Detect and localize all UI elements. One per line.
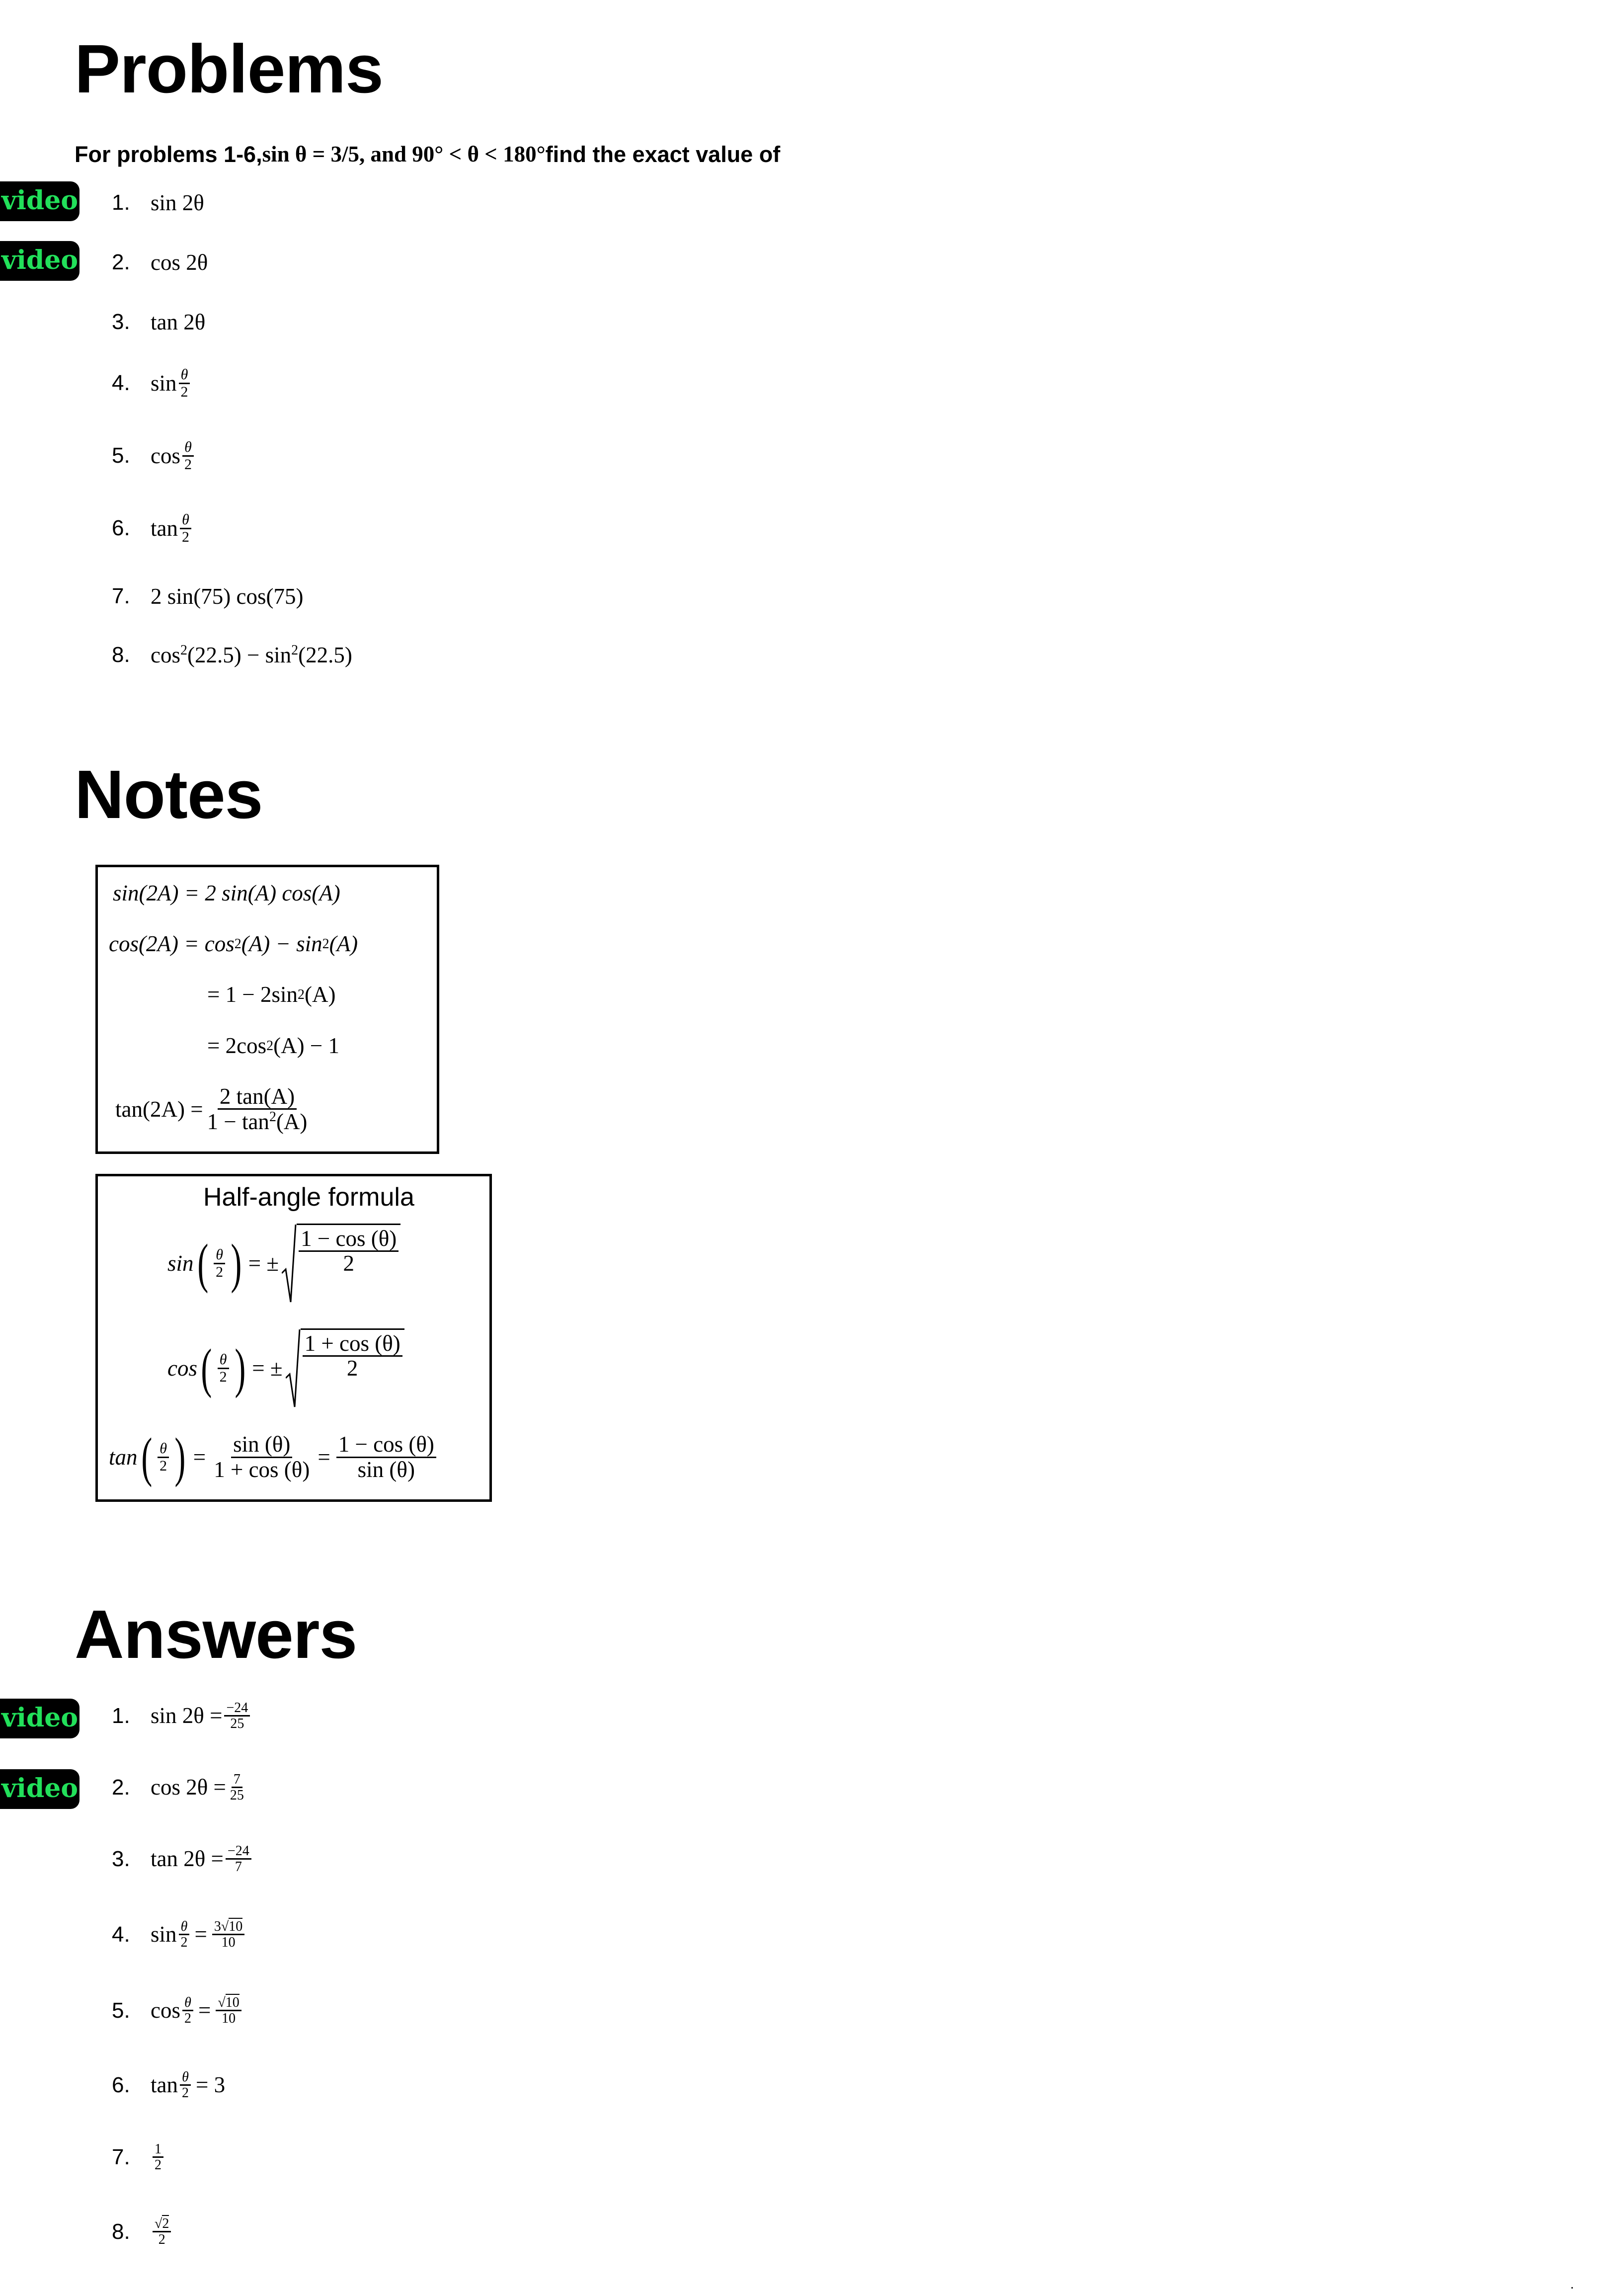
video-button-problem-2[interactable]: video (0, 241, 80, 281)
problem-item: 4. sin $\frac{\theta}{2}$ (112, 367, 192, 400)
problem-item: 1. sin 2θ (112, 190, 204, 215)
answer-item: 5. cos $\frac{\theta}{2}$ = $\frac{√10}{10}$ (112, 1995, 243, 2026)
answer-item: 8. $\frac{√2}{2}$ (112, 2216, 173, 2247)
double-angle-box (95, 865, 439, 1154)
answer-item: 1. sin 2θ = $\frac{-24}{25}$ (112, 1701, 252, 1731)
answer-item: 2. cos 2θ = $\frac{7}{25}$ (112, 1772, 244, 1804)
video-button-problem-1[interactable]: video (0, 181, 80, 221)
cos-double-alt-1: = 1 − 2sin 2 (A) (207, 982, 336, 1007)
problem-item: 8. $\cos^2(22.5) - \sin^2(22.5)$ (112, 643, 352, 667)
cos-double-alt-2: = 2cos 2 (A) − 1 (207, 1033, 339, 1058)
tan-half-formula: tan ( $\frac{\theta}{2}$ ) = $\frac{\sin (\theta)}{1 + \cos (\theta)}$ = $\frac{1 - \cos (\theta)}{\sin (\theta)}$ (109, 1430, 438, 1484)
problems-heading: Problems (75, 31, 383, 107)
cos-double-formula: cos(2A) = cos 2 (A) − sin 2 (A) (109, 931, 358, 956)
answers-heading: Answers (75, 1596, 357, 1673)
sin-double-formula: sin(2A) = 2 sin(A) cos(A) (113, 881, 340, 905)
answer-item: 3. tan 2θ = $\frac{-24}{7}$ (112, 1844, 253, 1875)
problem-item: 5. cos $\frac{\theta}{2}$ (112, 439, 196, 472)
problem-item: 3. tan 2θ (112, 309, 206, 334)
problem-item: 7. 2 sin(75) cos(75) (112, 583, 304, 609)
answer-item: 6. tan $\frac{\theta}{2}$ = 3 (112, 2069, 226, 2101)
problem-item: 2. cos 2θ (112, 249, 208, 275)
tan-double-formula: tan(2A) = $\frac{2 \tan(A)}{1 - \tan^2(A)}$ (115, 1084, 308, 1135)
answer-item: 7. $\frac{1}{2}$ (112, 2142, 165, 2173)
sin-half-formula: sin ( $\frac{\theta}{2}$ ) = ± $\frac{1 - \cos (\theta)}{2}$ (167, 1224, 400, 1303)
intro-condition: sin θ = 3/5, and 90° < θ < 180° (262, 142, 546, 166)
video-button-answer-2[interactable]: video (0, 1769, 80, 1809)
cos-half-formula: cos ( $\frac{\theta}{2}$ ) = ± $\frac{1 + \cos (\theta)}{2}$ (167, 1328, 404, 1408)
corner-mark: . (1570, 2276, 1574, 2292)
problem-item: 6. tan $\frac{\theta}{2}$ (112, 512, 193, 545)
answer-item: 4. sin $\frac{\theta}{2}$ = $\frac{3√10}{10}$ (112, 1919, 246, 1950)
problems-intro: For problems 1-6, sin θ = 3/5, and 90° < θ < 180° find the exact value of (75, 142, 781, 167)
half-angle-box (95, 1174, 492, 1502)
video-button-answer-1[interactable]: video (0, 1699, 80, 1738)
notes-heading: Notes (75, 756, 263, 833)
half-angle-title: Half-angle formula (203, 1183, 414, 1212)
